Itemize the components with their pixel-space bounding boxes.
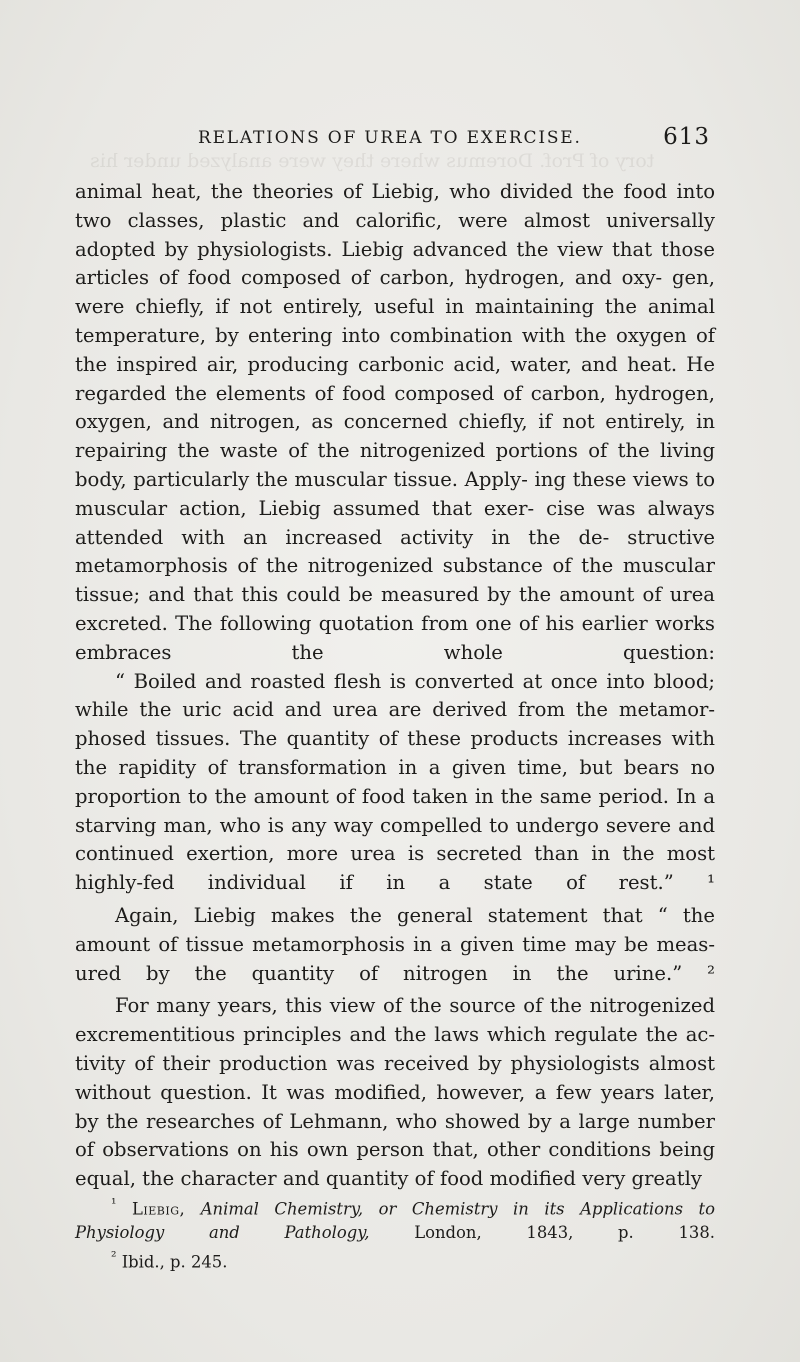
- text-line: a starving man, who is any way compelled to undergo severe: [75, 784, 715, 837]
- text-line: highly-fed individual if in a state of rest.” ¹: [75, 871, 715, 895]
- text-line: equal, the character and quantity of food modified very greatly: [75, 1167, 702, 1191]
- show-through-decoration: tory of Prof. Doremus where they were analyzed under his: [90, 150, 655, 172]
- footnote-marker: ¹: [111, 1196, 117, 1212]
- text-line: ured by the quantity of nitrogen in the urine.” ²: [75, 961, 715, 985]
- text-line: adopted by physiologists. Liebig advanced the view that: [75, 237, 653, 261]
- page-number: 613: [663, 124, 710, 150]
- running-title: RELATIONS OF UREA TO EXERCISE.: [198, 128, 582, 148]
- text-line: gen, were chiefly, if not entirely, useful in maintaining the: [75, 266, 715, 319]
- text-line: muscular tissue; and that this could be measured by the: [75, 554, 715, 607]
- footnote-citation: Ibid., p. 245.: [121, 1252, 228, 1272]
- text-line: oxygen of the inspired air, producing carbonic acid, water, and: [75, 323, 715, 376]
- text-line: without question. It was modified, however, a few years later,: [75, 1080, 715, 1104]
- text-line: Again, Liebig makes the general statement that “ the: [115, 903, 715, 927]
- quotation-paragraph: [75, 668, 715, 898]
- text-line: animal temperature, by entering into combination with the: [75, 295, 715, 347]
- text-line: of observations on his own person that, other conditions being: [75, 1138, 715, 1162]
- text-line: structive metamorphosis of the nitrogenized substance of the: [75, 525, 715, 578]
- paragraph: [75, 178, 715, 668]
- text-line: excrementitious principles and the laws which regulate the ac-: [75, 1023, 715, 1047]
- text-line: For many years, this view of the source of the nitrogenized: [115, 994, 715, 1018]
- footnote-author: Liebig,: [132, 1199, 186, 1219]
- footnote-marker: ²: [111, 1249, 117, 1266]
- text-line: of the living body, particularly the muscular tissue. Apply-: [75, 439, 716, 491]
- text-line: amount of urea excreted. The following quotation from one: [75, 583, 715, 635]
- footnote-2: [75, 1245, 715, 1274]
- footnote-citation: London, 1843, p. 138.: [414, 1223, 715, 1243]
- running-head: [198, 124, 710, 154]
- body-text: [75, 178, 715, 1194]
- footnote-title: Animal Chemistry, or Chemistry in its Applications to: [200, 1199, 715, 1219]
- text-line: entirely, in repairing the waste of the nitrogenized portions: [75, 410, 715, 463]
- text-line: ing these views to muscular action, Liebig assumed that exer-: [75, 467, 715, 520]
- text-line: those articles of food composed of carbon, hydrogen, and oxy-: [75, 237, 715, 290]
- paragraph: [75, 992, 715, 1194]
- text-line: two classes, plastic and calorific, were almost universally: [75, 208, 715, 232]
- text-line: heat. He regarded the elements of food composed of carbon,: [75, 352, 715, 405]
- text-line: the rapidity of transformation in a given time, but bears no: [75, 755, 715, 779]
- text-line: “ Boiled and roasted flesh is converted at once into blood;: [115, 669, 715, 693]
- text-line: hydrogen, oxygen, and nitrogen, as concerned chiefly, if not: [75, 381, 715, 434]
- text-line: animal heat, the theories of Liebig, who divided the food into: [75, 180, 715, 203]
- footnote-1: [75, 1192, 715, 1245]
- footnote-title-continued: Physiology and Pathology,: [75, 1223, 370, 1243]
- text-line: cise was always attended with an increased activity in the de-: [75, 496, 715, 549]
- footnotes: [75, 1192, 715, 1275]
- text-line: while the uric acid and urea are derived from the metamor-: [75, 698, 715, 722]
- paragraph: [75, 902, 715, 988]
- text-line: and continued exertion, more urea is secreted than in the most: [75, 813, 715, 866]
- text-line: by the researches of Lehmann, who showed by a large number: [75, 1109, 715, 1133]
- text-line: proportion to the amount of food taken in the same period. In: [75, 784, 697, 808]
- text-line: phosed tissues. The quantity of these products increases with: [75, 727, 715, 751]
- text-line: tivity of their production was received by physiologists almost: [75, 1051, 715, 1075]
- text-line: amount of tissue metamorphosis in a given time may be meas-: [75, 932, 715, 956]
- text-line: of his earlier works embraces the whole question:: [75, 611, 715, 664]
